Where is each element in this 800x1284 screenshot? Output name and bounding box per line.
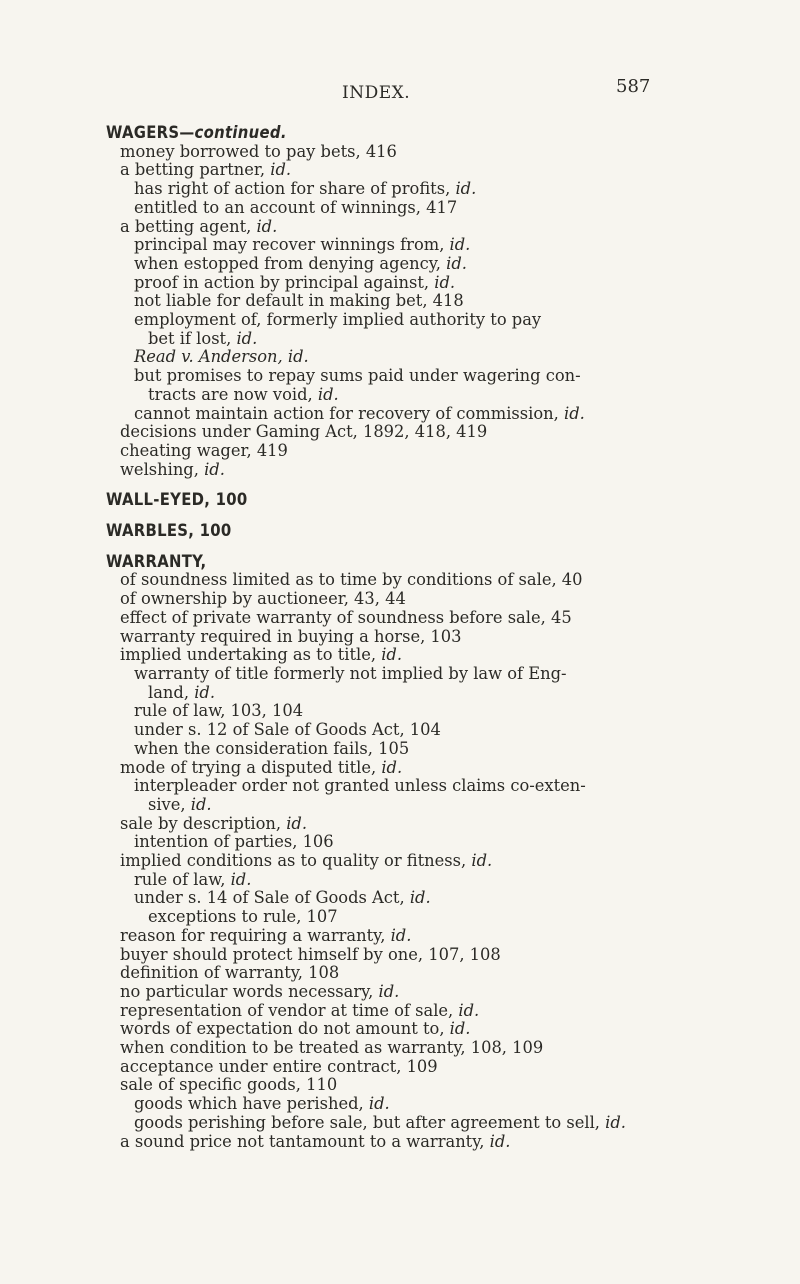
entry-text: goods perishing before sale, but after agreement to sell, (134, 1112, 606, 1132)
index-entry (106, 964, 766, 983)
index-entry (106, 255, 766, 274)
entry-italic-text: id. (449, 1019, 471, 1039)
index-entry (106, 461, 766, 480)
entry-italic-text: id. (190, 794, 212, 814)
entry-text: employment of, formerly implied authority to pay (134, 310, 542, 330)
entry-text: sale by description, (120, 813, 287, 833)
index-entry (106, 571, 766, 590)
entry-italic-text: id. (317, 384, 339, 404)
index-entry (106, 927, 766, 946)
index-entry (106, 143, 766, 162)
entry-text: effect of private warranty of soundness before sale, 45 (120, 607, 572, 627)
entry-italic-text: id. (409, 888, 431, 908)
index-entry (106, 348, 766, 367)
index-entry (106, 721, 766, 740)
index-entry (106, 236, 766, 255)
entry-text: welshing, (120, 459, 205, 479)
entry-text: cannot maintain action for recovery of commission, (134, 403, 564, 423)
index-entry (106, 423, 766, 442)
index-entry (106, 609, 766, 628)
entry-text: of soundness limited as to time by conditions of sale, 40 (120, 570, 583, 590)
entry-text: when estopped from denying agency, (134, 253, 447, 273)
index-entry (106, 1095, 766, 1114)
index-entry (106, 777, 766, 796)
entry-italic-text: id. (381, 645, 402, 665)
entry-text: sale of specific goods, 110 (120, 1075, 338, 1095)
entry-text: a betting partner, (120, 160, 271, 180)
entry-text: WALL-EYED, 100 (106, 490, 248, 510)
index-entry (106, 646, 766, 665)
entry-text: definition of warranty, 108 (120, 963, 340, 983)
index-entry (106, 367, 766, 386)
index-heading (106, 553, 766, 572)
entry-text: implied conditions as to quality or fitness, (120, 851, 472, 871)
entry-italic-text: id. (449, 235, 471, 255)
index-entry (106, 983, 766, 1002)
entry-italic-text: id. (390, 925, 412, 945)
entry-text: goods which have perished, (134, 1094, 369, 1114)
entry-text: bet if lost, (148, 328, 237, 348)
entry-italic-text: id. (378, 981, 400, 1001)
entry-italic-text: id. (605, 1112, 626, 1132)
entry-italic-text: id. (286, 813, 308, 833)
entry-text: reason for requiring a warranty, (120, 925, 391, 945)
entry-text: entitled to an account of winnings, 417 (134, 197, 458, 217)
index-entry (106, 330, 766, 349)
index-entry (106, 1114, 766, 1133)
index-entry (106, 180, 766, 199)
entry-text: warranty of title formerly not implied by law of Eng- (134, 663, 567, 683)
index-entry (106, 218, 766, 237)
index-entry (106, 386, 766, 405)
index-entry (106, 274, 766, 293)
index-entry (106, 590, 766, 609)
entry-italic-text: id. (230, 869, 252, 889)
index-entry (106, 292, 766, 311)
entry-italic-text: id. (236, 328, 258, 348)
entry-text: interpleader order not granted unless claims co-exten- (134, 776, 586, 796)
index-entry (106, 871, 766, 890)
index-entry (106, 1020, 766, 1039)
entry-text: WARRANTY, (106, 551, 207, 571)
entry-text: under s. 12 of Sale of Goods Act, 104 (134, 720, 441, 740)
entry-italic-text: id. (194, 682, 215, 702)
entry-text: land, (148, 682, 195, 702)
entry-text: money borrowed to pay bets, 416 (120, 141, 397, 161)
index-entry (106, 161, 766, 180)
index-entry (106, 740, 766, 759)
index-entry (106, 1058, 766, 1077)
entry-text: a sound price not tantamount to a warranty, (120, 1131, 490, 1151)
entry-text: of ownership by auctioneer, 43, 44 (120, 589, 406, 609)
index-entry (106, 759, 766, 778)
index-heading (106, 522, 766, 541)
entry-italic-text: id. (204, 459, 225, 479)
index-entry (106, 199, 766, 218)
index-entry (106, 702, 766, 721)
entry-text: intention of parties, 106 (134, 832, 334, 852)
index-entry (106, 946, 766, 965)
entry-italic-text: continued. (194, 123, 287, 142)
index-entry (106, 405, 766, 424)
entry-italic-text: id. (458, 1000, 480, 1020)
entry-italic-text: id. (434, 272, 456, 292)
index-entry (106, 833, 766, 852)
entry-italic-text: id. (446, 253, 467, 273)
entry-italic-text: id. (471, 851, 493, 871)
index-entry (106, 442, 766, 461)
entry-italic-text: id. (368, 1094, 390, 1114)
entry-text: not liable for default in making bet, 418 (134, 291, 464, 311)
index-entry (106, 1002, 766, 1021)
entry-text: when the consideration fails, 105 (134, 738, 410, 758)
index-entry (106, 311, 766, 330)
entry-text: implied undertaking as to title, (120, 645, 382, 665)
entry-text: warranty required in buying a horse, 103 (120, 626, 462, 646)
entry-text: but promises to repay sums paid under wagering con- (134, 366, 581, 386)
entry-text: principal may recover winnings from, (134, 235, 450, 255)
entry-text: decisions under Gaming Act, 1892, 418, 419 (120, 422, 488, 442)
index-entry (106, 908, 766, 927)
index-entry (106, 1133, 766, 1152)
index-entry (106, 889, 766, 908)
index-entry (106, 796, 766, 815)
index-entry (106, 1076, 766, 1095)
entry-text: acceptance under entire contract, 109 (120, 1056, 438, 1076)
entry-italic-text: Read v. Anderson, id. (134, 347, 309, 367)
entry-italic-text: id. (489, 1131, 511, 1151)
entry-text: buyer should protect himself by one, 107, 108 (120, 944, 501, 964)
entry-text: when condition to be treated as warranty, 108, 109 (120, 1038, 544, 1058)
entry-text: rule of law, 103, 104 (134, 701, 304, 721)
index-entry (106, 1039, 766, 1058)
entry-text: rule of law, (134, 869, 231, 889)
entry-text: under s. 14 of Sale of Goods Act, (134, 888, 410, 908)
running-title: INDEX. (342, 83, 411, 103)
entry-text: proof in action by principal against, (134, 272, 435, 292)
entry-text: has right of action for share of profits, (134, 179, 456, 199)
entry-italic-text: id. (564, 403, 585, 423)
index-entry (106, 665, 766, 684)
entry-text: WAGERS— (106, 123, 195, 142)
entry-text: words of expectation do not amount to, (120, 1019, 450, 1039)
entry-text: no particular words necessary, (120, 981, 379, 1001)
index-entry (106, 628, 766, 647)
entry-italic-text: id. (381, 757, 403, 777)
entry-text: exceptions to rule, 107 (148, 907, 338, 927)
entry-italic-text: id. (455, 179, 477, 199)
index-entry (106, 684, 766, 703)
entry-text: sive, (148, 794, 191, 814)
index-heading (106, 491, 766, 510)
entry-italic-text: id. (270, 160, 292, 180)
index-entry (106, 852, 766, 871)
entry-text: representation of vendor at time of sale, (120, 1000, 459, 1020)
entry-text: a betting agent, (120, 216, 257, 236)
index-entries (106, 124, 766, 1151)
page-number: 587 (616, 76, 651, 97)
entry-text: mode of trying a disputed title, (120, 757, 382, 777)
index-heading (106, 124, 766, 143)
index-entry (106, 815, 766, 834)
entry-text: WARBLES, 100 (106, 521, 232, 541)
entry-text: tracts are now void, (148, 384, 318, 404)
entry-italic-text: id. (256, 216, 278, 236)
entry-text: cheating wager, 419 (120, 440, 288, 460)
